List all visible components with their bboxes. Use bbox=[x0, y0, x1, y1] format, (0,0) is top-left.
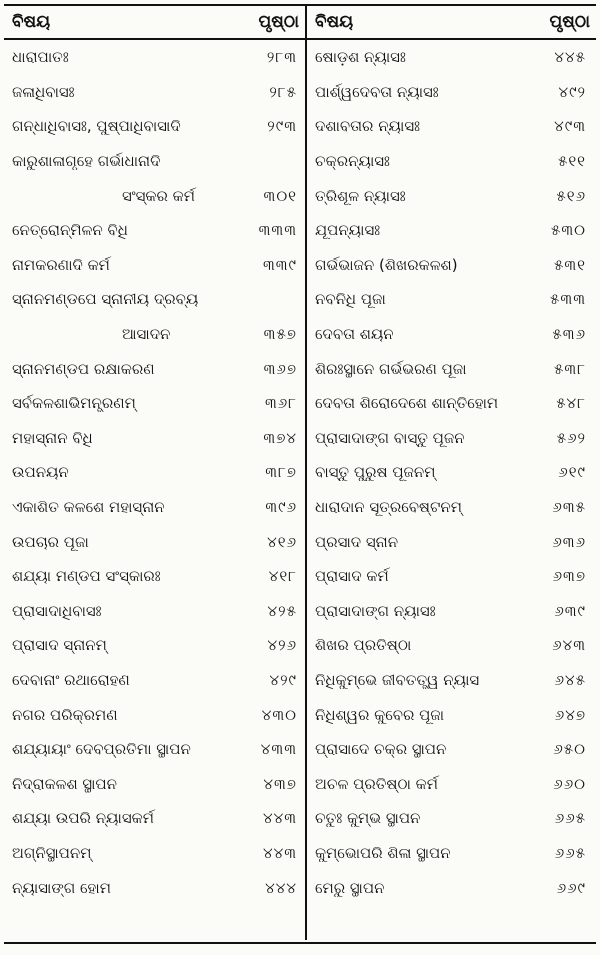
toc-entry-page: ୫୧୧ bbox=[558, 152, 586, 171]
left-column bbox=[4, 40, 307, 940]
toc-entry-page: ୪୨୯ bbox=[269, 670, 297, 689]
toc-entry-page: ୪୩୩ bbox=[260, 740, 297, 759]
toc-row bbox=[307, 594, 596, 629]
toc-entry-subject: ଆସାଦନ bbox=[122, 325, 171, 344]
toc-entry-page: ୪୧୮ bbox=[268, 567, 297, 586]
toc-entry-subject: ଉପନୟନ bbox=[12, 463, 69, 482]
toc-entry-subject: ଧାରାପାତଃ bbox=[12, 48, 69, 67]
toc-row bbox=[4, 870, 305, 905]
toc-entry-subject: ଶଯ୍ୟା ଉପରି ନ୍ୟାସକର୍ମ bbox=[12, 809, 154, 828]
toc-row bbox=[307, 75, 596, 110]
toc-entry-page: ୬୩୬ bbox=[552, 532, 586, 551]
toc-row bbox=[307, 559, 596, 594]
toc-entry-page: ୪୪୪ bbox=[265, 878, 297, 897]
toc-entry-page: ୫୩୮ bbox=[554, 359, 586, 378]
toc-entry-subject: ନାମକରଣାଦି କର୍ମ bbox=[12, 255, 110, 274]
right-header bbox=[307, 6, 596, 38]
toc-entry-subject: ସଂସ୍କର କର୍ମ bbox=[122, 186, 195, 205]
toc-row bbox=[4, 351, 305, 386]
right-page-heading: ପୃଷ୍ଠା bbox=[549, 12, 590, 32]
toc-row bbox=[307, 248, 596, 283]
toc-row bbox=[4, 144, 305, 179]
toc-entry-subject: ତ୍ରିଶୂଳ ନ୍ୟାସଃ bbox=[315, 186, 406, 205]
toc-entry-page: ୪୨୫ bbox=[267, 601, 297, 620]
toc-row bbox=[307, 455, 596, 490]
toc-entry-subject: ପ୍ରାସାଦାଙ୍ଗ ନ୍ୟାସଃ bbox=[315, 601, 436, 620]
toc-row bbox=[4, 628, 305, 663]
toc-row bbox=[307, 178, 596, 213]
toc-row bbox=[307, 801, 596, 836]
toc-entry-subject: ଶଯ୍ୟା ମଣ୍ଡପ ସଂସ୍କାରଃ bbox=[12, 567, 161, 586]
toc-entry-page: ୬୪୫ bbox=[554, 670, 586, 689]
toc-row bbox=[307, 282, 596, 317]
toc-entry-subject: ପ୍ରସାଦ ସ୍ନାନ bbox=[315, 532, 399, 551]
toc-row bbox=[4, 836, 305, 871]
toc-row bbox=[4, 178, 305, 213]
toc-entry-subject: ପାର୍ଶ୍ୱଦେବତା ନ୍ୟାସଃ bbox=[315, 82, 439, 101]
toc-row bbox=[4, 594, 305, 629]
toc-row bbox=[307, 732, 596, 767]
toc-entry-subject: ନିଧିକୁମ୍ଭେ ଜୀବତତ୍ତ୍ୱ ନ୍ୟାସ bbox=[315, 670, 480, 689]
toc-entry-subject: ଜଳାଧିବାସଃ bbox=[12, 82, 75, 101]
toc-entry-page: ୩୩୩ bbox=[258, 221, 297, 240]
toc-entry-page: ୨୯୩ bbox=[267, 117, 297, 136]
toc-row bbox=[307, 421, 596, 456]
toc-row bbox=[307, 697, 596, 732]
toc-entry-subject: ଚକ୍ରନ୍ୟାସଃ bbox=[315, 152, 390, 171]
toc-entry-page: ୬୪୩ bbox=[552, 636, 586, 655]
toc-entry-page: ୩୮୭ bbox=[265, 463, 297, 482]
toc-row bbox=[4, 386, 305, 421]
toc-entry-page: ୬୩୫ bbox=[552, 498, 586, 517]
toc-entry-page: ୬୬୫ bbox=[554, 843, 586, 862]
toc-entry-subject: ନିଧିଶ୍ୱର କୁବେର ପୂଜା bbox=[315, 705, 445, 724]
toc-entry-subject: ସର୍ବକଳଶାଭିମନ୍ତ୍ରଣମ୍ bbox=[12, 394, 136, 413]
toc-row bbox=[4, 524, 305, 559]
toc-entry-page: ୩୯୬ bbox=[265, 498, 297, 517]
toc-entry-subject: ଚତୁଃ କୁମ୍ଭ ସ୍ଥାପନ bbox=[315, 809, 421, 828]
toc-entry-subject: ନବନିଧି ପୂଜା bbox=[315, 290, 386, 309]
toc-entry-page: ୫୧୬ bbox=[556, 186, 586, 205]
toc-entry-subject: ଦଶାବତାର ନ୍ୟାସଃ bbox=[315, 117, 420, 136]
toc-row bbox=[4, 697, 305, 732]
toc-entry-subject: ଗର୍ଭଭାଜନ (ଶିଖରକଳଶ) bbox=[315, 255, 458, 274]
toc-entry-page: ୬୩୭ bbox=[552, 567, 586, 586]
toc-entry-page: ୪୩୭ bbox=[263, 774, 297, 793]
toc-row bbox=[4, 801, 305, 836]
toc-row bbox=[4, 455, 305, 490]
left-header bbox=[4, 6, 307, 38]
toc-row bbox=[4, 663, 305, 698]
toc-row bbox=[4, 559, 305, 594]
right-subject-heading: ବିଷୟ bbox=[315, 12, 354, 32]
toc-entry-page: ୪୪୩ bbox=[262, 809, 297, 828]
toc-entry-page: ୪୧୬ bbox=[267, 532, 297, 551]
toc-row bbox=[307, 870, 596, 905]
toc-entry-page: ୫୪୮ bbox=[556, 394, 586, 413]
toc-row bbox=[307, 663, 596, 698]
toc-body bbox=[4, 40, 596, 940]
toc-entry-page: ୩୬୭ bbox=[263, 359, 297, 378]
toc-entry-subject: ନ୍ୟାସାଙ୍ଗ ହୋମ bbox=[12, 878, 111, 897]
toc-entry-page: ୬୧୯ bbox=[558, 463, 586, 482]
toc-row bbox=[307, 386, 596, 421]
toc-entry-subject: ମହାସ୍ନାନ ବିଧି bbox=[12, 428, 93, 447]
left-subject-heading: ବିଷୟ bbox=[12, 12, 51, 32]
toc-entry-page: ୬୬୫ bbox=[554, 809, 586, 828]
toc-entry-page: ୨୮୩ bbox=[266, 48, 297, 67]
toc-entry-subject: ନେତ୍ରୋନ୍ମିଳନ ବିଧି bbox=[12, 221, 128, 240]
toc-entry-page: ୬୪୭ bbox=[554, 705, 586, 724]
toc-row bbox=[4, 766, 305, 801]
toc-row bbox=[4, 732, 305, 767]
toc-entry-page: ୩୬୮ bbox=[264, 394, 297, 413]
toc-row bbox=[307, 490, 596, 525]
toc-entry-subject: ସ୍ନାନମଣ୍ଡପ ରକ୍ଷାକରଣ bbox=[12, 359, 155, 378]
left-page-heading: ପୃଷ୍ଠା bbox=[258, 12, 299, 32]
toc-row bbox=[307, 836, 596, 871]
toc-entry-subject: ଏକାଶିତ କଳଶେ ମହାସ୍ନାନ bbox=[12, 498, 165, 517]
toc-entry-subject: ଶିରଃସ୍ଥାନେ ଗର୍ଭଭରଣ ପୂଜା bbox=[315, 359, 467, 378]
toc-entry-page: ୫୬୨ bbox=[556, 428, 586, 447]
toc-entry-subject: ଶିଖର ପ୍ରତିଷ୍ଠା bbox=[315, 636, 412, 655]
toc-entry-subject: ଅଚଳ ପ୍ରତିଷ୍ଠା କର୍ମ bbox=[315, 774, 438, 793]
toc-entry-subject: ପ୍ରାସାଦାଧିବାସଃ bbox=[12, 601, 102, 620]
toc-row bbox=[4, 282, 305, 317]
toc-row bbox=[307, 109, 596, 144]
toc-entry-subject: ପ୍ରାସାଦ କର୍ମ bbox=[315, 567, 389, 586]
toc-entry-subject: ଉପଚାର ପୂଜା bbox=[12, 532, 89, 551]
toc-header bbox=[4, 6, 596, 40]
toc-entry-subject: ଗନ୍ଧାଧିବାସଃ, ପୁଷ୍ପାଧିବାସାଦି bbox=[12, 117, 181, 136]
toc-entry-page: ୪୯୩ bbox=[554, 117, 586, 136]
toc-row bbox=[307, 144, 596, 179]
toc-entry-subject: ଷୋଡ଼ଶ ନ୍ୟାସଃ bbox=[315, 48, 406, 67]
toc-entry-subject: ବାସ୍ତୁ ପୁରୁଷ ପୂଜନମ୍ bbox=[315, 463, 436, 482]
toc-entry-subject: ମେରୁ ସ୍ଥାପନ bbox=[315, 878, 385, 897]
toc-row bbox=[307, 524, 596, 559]
toc-entry-subject: ପ୍ରାସାଦେ ଚକ୍ର ସ୍ଥାପନ bbox=[315, 740, 447, 759]
toc-entry-page: ୬୩୯ bbox=[554, 601, 586, 620]
toc-row bbox=[307, 351, 596, 386]
toc-page bbox=[4, 4, 596, 944]
toc-entry-subject: ନଗର ପରିକ୍ରମଣ bbox=[12, 705, 118, 724]
toc-row bbox=[4, 490, 305, 525]
toc-entry-subject: ଦେବତା ଶିରୋଦେଶେ ଶାନ୍ତିହୋମ bbox=[315, 394, 499, 413]
toc-row bbox=[307, 317, 596, 352]
toc-row bbox=[307, 40, 596, 75]
toc-entry-page: ୩୫୭ bbox=[263, 325, 297, 344]
toc-entry-page: ୪୯୨ bbox=[558, 82, 586, 101]
toc-entry-page: ୩୦୧ bbox=[263, 186, 297, 205]
toc-row bbox=[4, 75, 305, 110]
toc-entry-subject: ଦେବତା ଶୟନ bbox=[315, 325, 394, 344]
toc-entry-subject: ପ୍ରାସାଦ ସ୍ନାନମ୍ bbox=[12, 636, 107, 655]
toc-entry-subject: କାରୁଶାଳାଗୃହେ ଗର୍ଭାଧାନାଦି bbox=[12, 152, 161, 171]
toc-row bbox=[307, 766, 596, 801]
toc-entry-subject: ସ୍ନାନମଣ୍ଡପେ ସ୍ନାନୀୟ ଦ୍ରବ୍ୟ bbox=[12, 290, 199, 309]
toc-entry-page: ୩୩୯ bbox=[262, 255, 297, 274]
toc-row bbox=[4, 317, 305, 352]
toc-row bbox=[307, 213, 596, 248]
toc-row bbox=[4, 109, 305, 144]
right-column bbox=[307, 40, 596, 940]
toc-entry-page: ୫୩୩ bbox=[550, 290, 586, 309]
toc-row bbox=[307, 628, 596, 663]
toc-entry-page: ୫୩୬ bbox=[552, 325, 586, 344]
toc-row bbox=[4, 421, 305, 456]
toc-entry-page: ୨୮୫ bbox=[269, 82, 297, 101]
toc-entry-page: ୬୫୦ bbox=[553, 740, 586, 759]
toc-entry-page: ୩୭୪ bbox=[263, 428, 297, 447]
toc-entry-subject: କୁମ୍ଭୋପରି ଶିଳା ସ୍ଥାପନ bbox=[315, 843, 451, 862]
toc-entry-page: ୪୪୫ bbox=[554, 48, 586, 67]
toc-entry-page: ୪୪୩ bbox=[262, 843, 297, 862]
toc-row bbox=[4, 248, 305, 283]
toc-row bbox=[4, 40, 305, 75]
toc-entry-page: ୬୬୯ bbox=[556, 878, 586, 897]
toc-entry-page: ୫୩୦ bbox=[550, 221, 586, 240]
toc-entry-subject: ଅଗ୍ନିସ୍ଥାପନମ୍ bbox=[12, 843, 92, 862]
toc-entry-subject: ଧାରାଦାନ ସୂତ୍ରବେଷ୍ଟନମ୍ bbox=[315, 498, 462, 517]
toc-entry-page: ୪୩୦ bbox=[261, 705, 297, 724]
toc-entry-subject: ନିଦ୍ରାକଳଶ ସ୍ଥାପନ bbox=[12, 774, 117, 793]
toc-entry-subject: ଶଯ୍ୟାୟାଂ ଦେବପ୍ରତିମା ସ୍ଥାପନ bbox=[12, 740, 191, 759]
toc-entry-subject: ଯୂପନ୍ୟାସଃ bbox=[315, 221, 381, 240]
toc-entry-page: ୫୩୧ bbox=[554, 255, 586, 274]
toc-entry-page: ୪୨୬ bbox=[267, 636, 297, 655]
toc-entry-subject: ପ୍ରାସାଦାଙ୍ଗ ବାସ୍ତୁ ପୂଜନ bbox=[315, 428, 465, 447]
toc-entry-subject: ଦେବାନାଂ ରଥାରୋହଣ bbox=[12, 670, 130, 689]
toc-entry-page: ୬୬୦ bbox=[553, 774, 586, 793]
toc-row bbox=[4, 213, 305, 248]
